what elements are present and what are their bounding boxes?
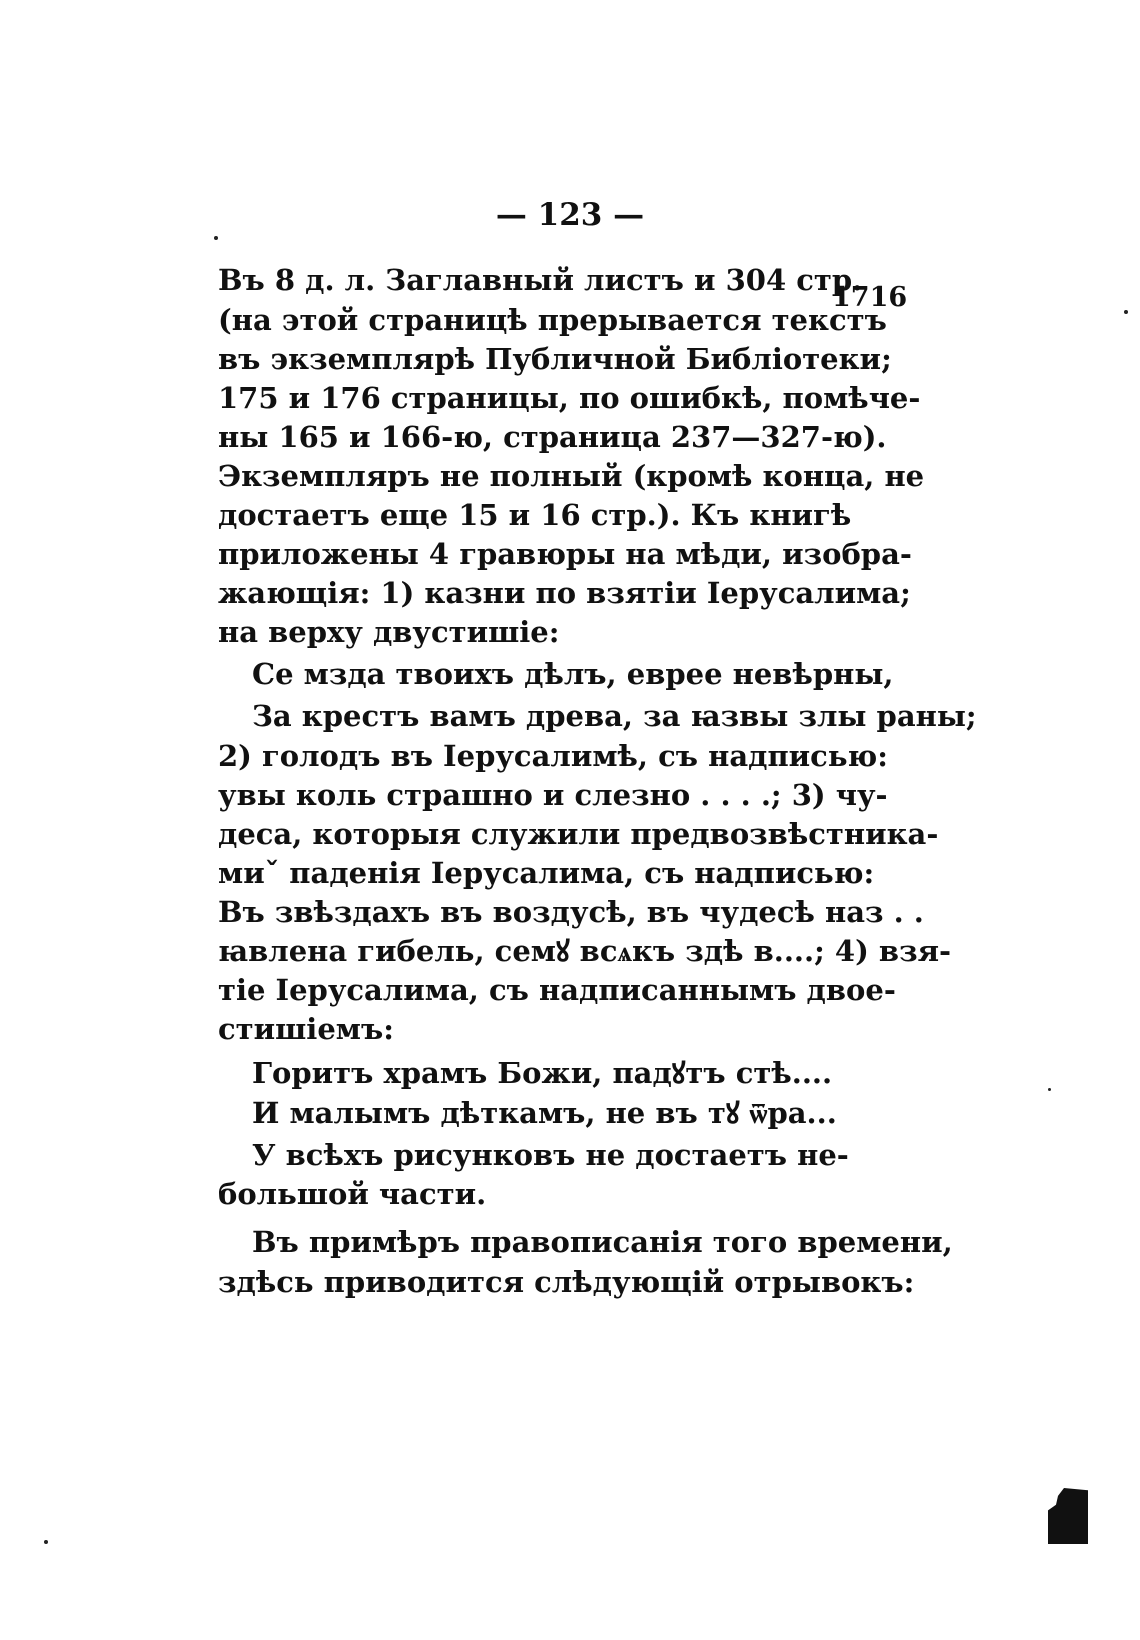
text-line: приложены 4 гравюры на мѣди, изобра-: [218, 537, 912, 571]
ink-blot: [1048, 1488, 1088, 1544]
text-line: большой части.: [218, 1177, 487, 1211]
text-line: миˇ паденія Іерусалима, съ надписью:: [218, 856, 875, 890]
page-number: — 123 —: [495, 197, 645, 233]
text-line: (на этой страницѣ прерывается текстъ: [218, 303, 887, 337]
text-line: 2) голодъ въ Іерусалимѣ, съ надписью:: [218, 739, 888, 773]
paragraph-first-line: Въ примѣръ правописанія того времени,: [252, 1225, 953, 1259]
paragraph-first-line: У всѣхъ рисунковъ не достаетъ не-: [252, 1138, 849, 1172]
text-line: Экземпляръ не полный (кромѣ конца, не: [218, 459, 925, 493]
text-line: деса, которыя служили предвозвѣстника-: [218, 817, 939, 851]
ink-speck: [44, 1540, 48, 1544]
text-line: жающія: 1) казни по взятіи Іерусалима;: [218, 576, 911, 610]
text-line: стишіемъ:: [218, 1012, 394, 1046]
text-line: достаетъ еще 15 и 16 стр.). Къ книгѣ: [218, 498, 852, 532]
verse-line: Горитъ храмъ Божи, падꙋтъ стѣ....: [252, 1056, 833, 1090]
ink-speck: [1048, 1088, 1051, 1091]
text-line: увы коль страшно и слезно . . . .; 3) чу-: [218, 778, 888, 812]
text-line: тіе Іерусалима, съ надписаннымъ двое-: [218, 973, 896, 1007]
text-line: въ экземплярѣ Публичной Библіотеки;: [218, 342, 892, 376]
text-line: на верху двустишіе:: [218, 615, 560, 649]
text-line: ꙗвлена гибель, семꙋ всѧкъ здѣ в....; 4) взя-: [218, 934, 952, 968]
ink-speck: [214, 236, 218, 240]
margin-year-note: 1716: [832, 282, 908, 313]
ink-speck: [1124, 310, 1128, 314]
text-line: Въ звѣздахъ въ воздусѣ, въ чудесѣ наз . .: [218, 895, 924, 929]
text-line: Въ 8 д. л. Заглавный листъ и 304 стр.: [218, 263, 863, 297]
verse-line: И малымъ дѣткамъ, не въ тꙋ ѿра...: [252, 1096, 837, 1130]
text-line: здѣсь приводится слѣдующій отрывокъ:: [218, 1265, 915, 1299]
verse-line: Се мзда твоихъ дѣлъ, евреe невѣрны,: [252, 657, 894, 691]
text-line: 175 и 176 страницы, по ошибкѣ, помѣче-: [218, 381, 921, 415]
verse-line: За крестъ вамъ древа, за ꙗзвы злы раны;: [252, 699, 977, 733]
text-line: ны 165 и 166-ю, страница 237—327-ю).: [218, 420, 887, 454]
